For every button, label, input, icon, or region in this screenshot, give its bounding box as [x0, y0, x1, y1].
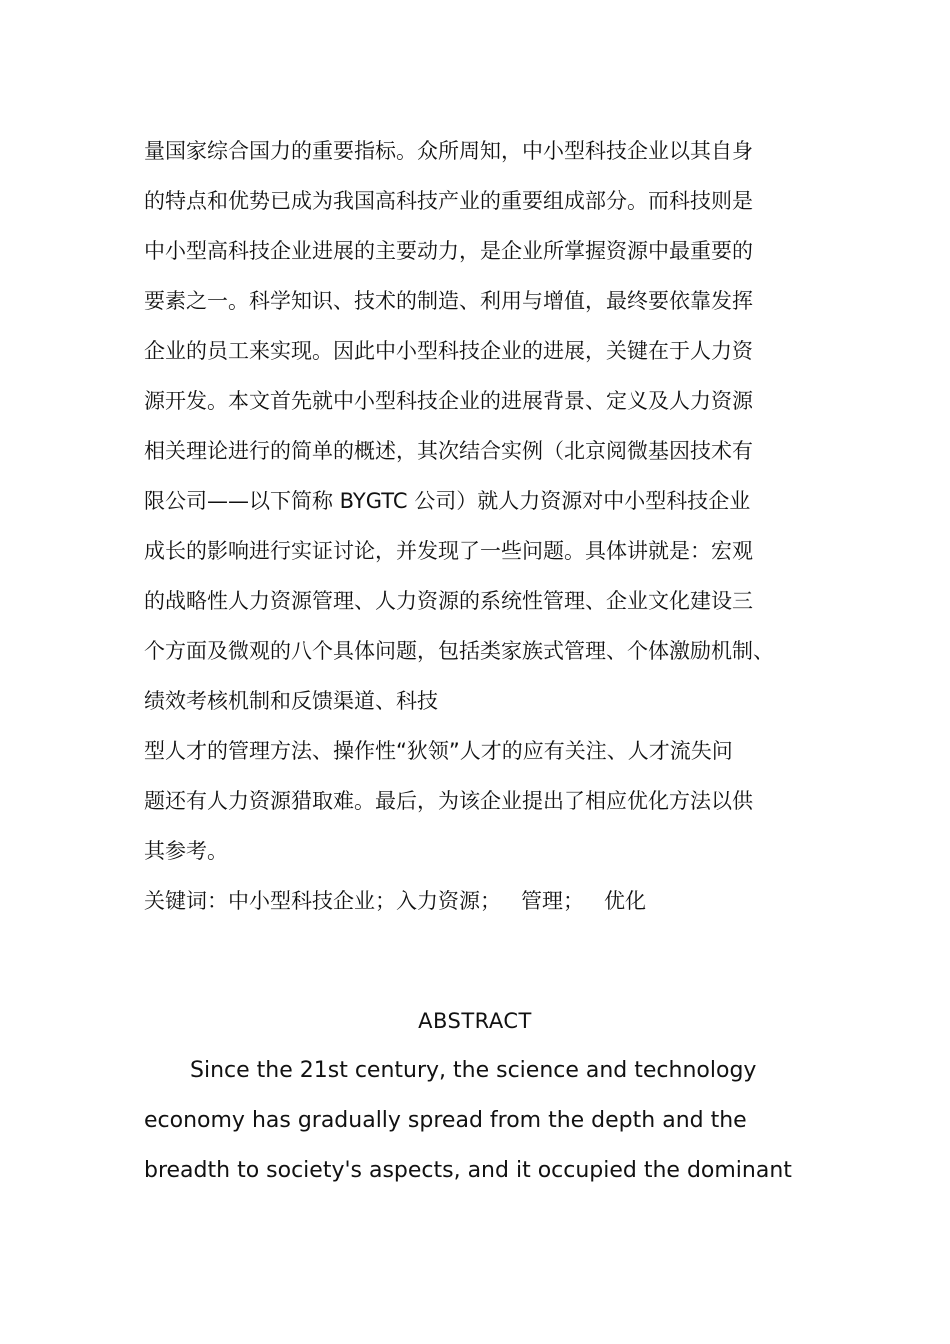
- chinese-text-line: 源开发。本文首先就中小型科技企业的进展背景、定义及人力资源: [144, 389, 753, 413]
- chinese-text-line: 成长的影响进行实证讨论，并发现了一些问题。具体讲就是：宏观: [144, 539, 753, 563]
- english-text-line: breadth to society's aspects, and it occupied the dominant: [144, 1158, 792, 1183]
- chinese-text-line: 型人才的管理方法、操作性“狄领”人才的应有关注、人才流失问: [144, 739, 733, 763]
- chinese-text-line: 中小型高科技企业进展的主要动力，是企业所掌握资源中最重要的: [144, 239, 753, 263]
- english-text-line: Since the 21st century, the science and technology: [190, 1058, 757, 1083]
- chinese-text-line: 的特点和优势已成为我国高科技产业的重要组成部分。而科技则是: [144, 189, 753, 213]
- chinese-abstract-body: [144, 126, 824, 926]
- chinese-text-line: 的战略性人力资源管理、人力资源的系统性管理、企业文化建设三: [144, 589, 753, 613]
- chinese-text-line: 个方面及微观的八个具体问题，包括类家族式管理、个体激励机制、: [144, 639, 774, 663]
- english-abstract-body: [144, 1046, 824, 1196]
- english-text-line: economy has gradually spread from the depth and the: [144, 1108, 747, 1133]
- chinese-text-line: 企业的员工来实现。因此中小型科技企业的进展，关键在于人力资: [144, 339, 753, 363]
- chinese-text-line: 绩效考核机制和反馈渠道、科技: [144, 689, 438, 713]
- chinese-text-line: 限公司——以下简称 BYGTC 公司）就人力资源对中小型科技企业: [144, 489, 751, 513]
- abstract-heading: ABSTRACT: [418, 1009, 532, 1033]
- chinese-text-line: 题还有人力资源猎取难。最后，为该企业提出了相应优化方法以供: [144, 789, 753, 813]
- chinese-text-line: 量国家综合国力的重要指标。众所周知，中小型科技企业以其自身: [144, 139, 753, 163]
- keywords-line: 关键词：中小型科技企业；入力资源； 管理； 优化: [144, 889, 647, 913]
- chinese-text-line: 其参考。: [144, 839, 228, 863]
- chinese-text-line: 要素之一。科学知识、技术的制造、利用与增值，最终要依靠发挥: [144, 289, 753, 313]
- chinese-text-line: 相关理论进行的简单的概述，其次结合实例（北京阅微基因技术有: [144, 439, 753, 463]
